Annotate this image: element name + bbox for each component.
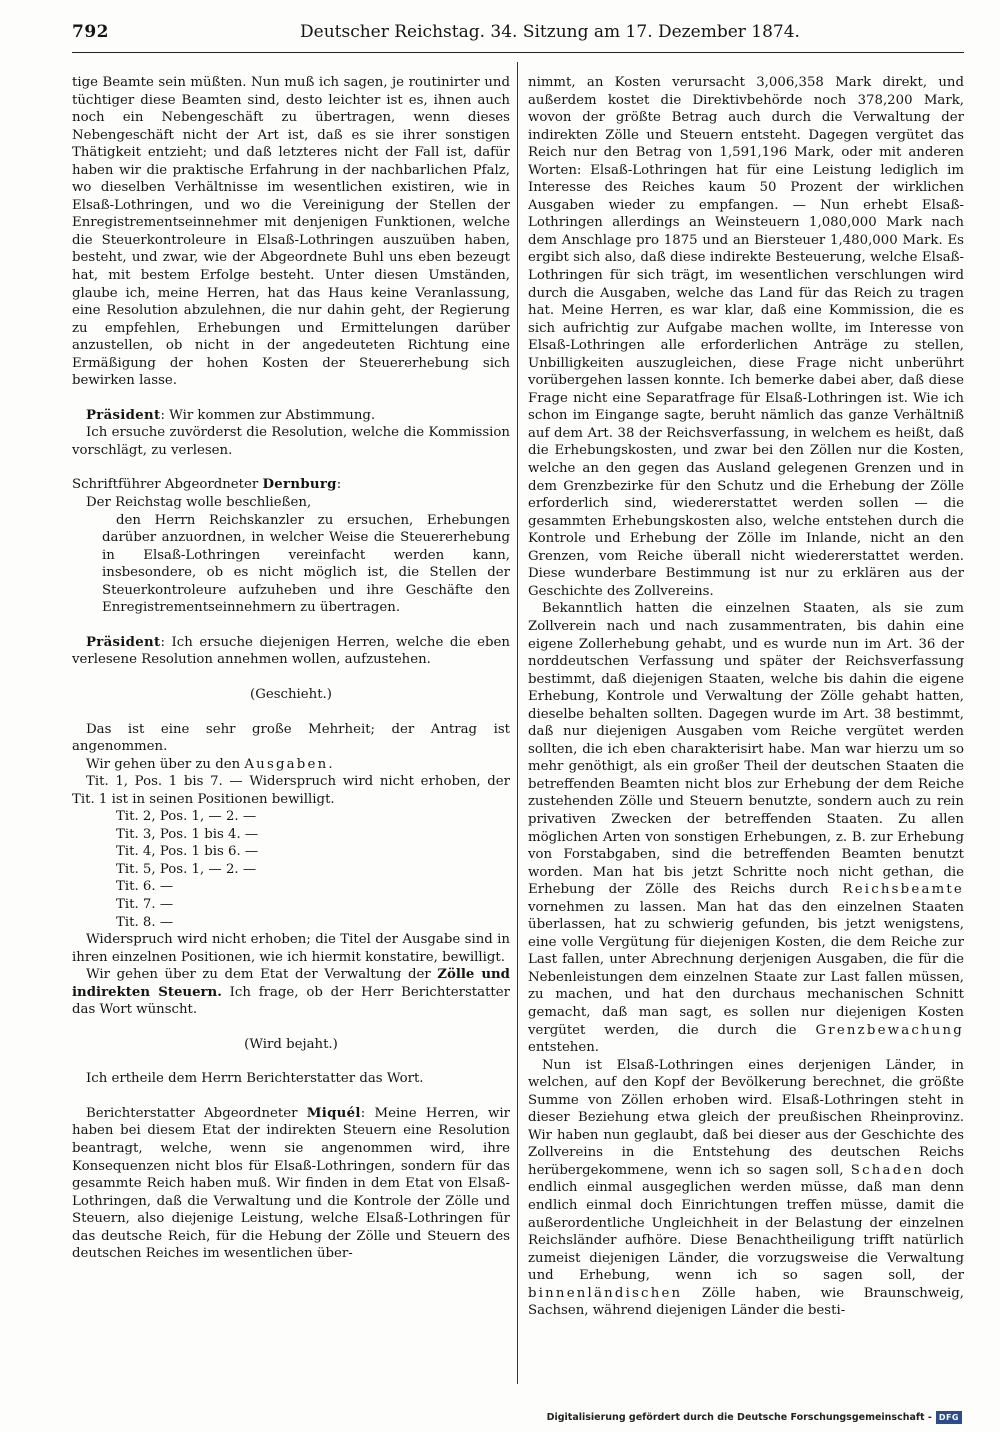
right-column bbox=[528, 74, 964, 1320]
paragraph bbox=[72, 966, 510, 1019]
paragraph-text: : Wir kommen zur Abstimmung. bbox=[160, 407, 376, 423]
header-rule bbox=[72, 52, 964, 53]
list-item: Tit. 7. — bbox=[116, 896, 174, 912]
paragraph bbox=[528, 600, 964, 1056]
paragraph: Das ist eine sehr große Mehrheit; der Antrag ist angenommen. bbox=[72, 721, 510, 755]
paragraph bbox=[72, 756, 510, 774]
paragraph-text: Wir gehen über zu dem Etat der Verwaltung der bbox=[86, 967, 438, 983]
list-item: Tit. 3, Pos. 1 bis 4. — bbox=[116, 826, 259, 842]
paragraph bbox=[72, 407, 510, 425]
emphasis-text: binnenländischen bbox=[528, 1285, 683, 1301]
paragraph-text: Ich frage, ob der Herr Berichterstatter das Wort wünscht. bbox=[72, 984, 510, 1018]
speaker-name: Dernburg bbox=[262, 477, 337, 493]
paragraph: Widerspruch wird nicht erhoben; die Titel der Ausgabe sind in ihren einzelnen Positionen, wie ich hiermit konstatire, bewilligt. bbox=[72, 932, 510, 965]
speaker-name: Miquél bbox=[306, 1105, 361, 1121]
column-divider bbox=[517, 62, 518, 1384]
paragraph: Ich ersuche zuvörderst die Resolution, welche die Kommission vorschlägt, zu verlesen. bbox=[72, 425, 510, 458]
left-column bbox=[72, 74, 510, 1263]
list-item: Tit. 2, Pos. 1, — 2. — bbox=[116, 809, 257, 825]
paragraph-text: : Ich ersuche diejenigen Herren, welche die eben verlesene Resolution annehmen wollen, aufzustehen. bbox=[72, 634, 510, 668]
stage-direction: (Wird bejaht.) bbox=[244, 1036, 338, 1052]
paragraph: tige Beamte sein müßten. Nun muß ich sagen, je routinirter und tüchtiger diese Beamten sind, desto leichter ist es, ihnen auch noch ein Nebengeschäft zu übertragen, wenn dieses Nebengeschäft nicht der Art ist, daß es sie ihrer sonstigen Thätigkeit entzieht; und daß letzteres nicht der Fall ist, dafür haben wir die praktische Erfahrung in der nachbarlichen Pfalz, wo dieselben Verhältnisse im wesentlichen existiren, wie in Elsaß-Lothringen, und wo die Vereinigung der Stellen der Enregistrementseinnehmer mit denjenigen Funktionen, welche die Steuerkontroleure in Elsaß-Lothringen auszuüben haben, besteht, und zwar, wie der Abgeordnete Buhl uns eben bezeugt hat, mit bestem Erfolge besteht. Unter diesen Umständen, glaube ich, meine Herren, hat das Haus keine Veranlassung, eine Resolution abzulehnen, die nur dahin geht, der Regierung zu empfehlen, Erhebungen und Ermittelungen darüber anzustellen, ob nicht in der angedeuteten Richtung eine Ermäßigung der hohen Kosten der Steuererhebung sich bewirken lasse. bbox=[72, 75, 510, 389]
speaker-suffix: : bbox=[336, 477, 342, 493]
speaker-prefix: Schriftführer Abgeordneter bbox=[72, 477, 263, 493]
paragraph-text: entstehen. bbox=[528, 1040, 600, 1056]
paragraph-text: Zölle haben, wie Braunschweig, Sachsen, während diejenigen Länder die besti- bbox=[528, 1285, 964, 1319]
running-head: Deutscher Reichstag. 34. Sitzung am 17. Dezember 1874. bbox=[300, 22, 800, 42]
dfg-logo-icon: DFG bbox=[936, 1411, 962, 1424]
paragraph-text: doch endlich einmal ausgeglichen werden müsse, daß man denn endlich einmal doch Einrichtungen treffen müsse, damit die außerordentliche Ungleichheit in der Belastung der einzelnen Reichsländer aufhöre. Diese Benachtheiligung trifft natürlich zumeist diejenigen Länder, die vorzugsweise die Verwaltung und Erhebung, wenn ich so sagen soll, der bbox=[528, 1162, 964, 1284]
list-item: Tit. 5, Pos. 1, — 2. — bbox=[116, 861, 257, 877]
paragraph: Tit. 1, Pos. 1 bis 7. — Widerspruch wird nicht erhoben, der Tit. 1 ist in seinen Positionen bewilligt. bbox=[72, 774, 510, 807]
emphasis-text: Schaden bbox=[850, 1162, 925, 1178]
paragraph-text: Bekanntlich hatten die einzelnen Staaten, als sie zum Zollverein nach und nach zusammentraten, bis dahin eine eigene Zollerhebung gehabt, und es wurde nun im Art. 36 der norddeutschen Verfassung und später der Reichsverfassung bestimmt, daß diejenigen Staaten, welche bis dahin die eigene Erhebung, Kontrole und Verwaltung der Zölle gehabt hatten, dieselbe behalten sollten. Dagegen wurde im Art. 38 bestimmt, daß nur diejenigen Ausgaben vom Reiche vergütet werden sollten, die ich eben charakterisirt habe. Man war hierzu um so mehr genöthigt, als ein großer Theil der deutschen Staaten die betreffenden Beamten nicht blos zur Erhebung der dem Reiche zustehenden Zölle und Steuern benutzte, sondern auch zu rein privativen Zwecken der betreffenden Staaten. Zu allen möglichen Arten von sonstigen Erhebungen, z. B. zur Erhebung von Forstabgaben, sind die betreffenden Beamten benutzt worden. Man hat bis jetzt Schritte noch nicht gethan, die Erhebung der Zölle des Reichs durch bbox=[528, 601, 964, 898]
speaker-name: Präsident bbox=[86, 407, 161, 423]
resolution-lead: Der Reichstag wolle beschließen, bbox=[86, 495, 312, 511]
paragraph: nimmt, an Kosten verursacht 3,006,358 Mark direkt, und außerdem kostet die Direktivbehörde noch 378,200 Mark, wovon der größte Betrag auch durch die Verwaltung der indirekten Zölle und Steuern entsteht. Dagegen vergütet das Reich nur den Betrag von 1,591,196 Mark, oder mit anderen Worten: Elsaß-Lothringen hat für eine Leistung lediglich im Interesse des Reiches kaum 50 Prozent der wirklichen Ausgaben wieder zu empfangen. — Nun erhebt Elsaß-Lothringen allerdings an Weinsteuern 1,080,000 Mark nach dem Anschlage pro 1875 und an Biersteuer 1,480,000 Mark. Es ergibt sich also, daß diese indirekte Besteuerung, welche Elsaß-Lothringen für sich trägt, im wesentlichen verschlungen wird durch die Ausgaben, welche das Land für das Reich zu tragen hat. Meine Herren, es war klar, daß eine Kommission, die es sich aufrichtig zur Aufgabe machen wollte, im Interesse von Elsaß-Lothringen alle erforderlichen Anträge zu stellen, Unbilligkeiten auszugleichen, diese Frage nicht unberührt vorübergehen lassen konnte. Ich bemerke dabei aber, daß diese Frage nicht eine Separatfrage für Elsaß-Lothringen ist. Wie ich schon im Eingange sagte, beruht nämlich das ganze Verhältniß auf dem Art. 38 der Reichsverfassung, in welchem es heißt, daß die Erhebungskosten, und zwar bei den Zöllen nur die Kosten, welche an den gegen das Ausland gelegenen Grenzen und in dem Grenzbezirke für den Schutz und die Erhebung der Zölle erforderlich sind, wiedererstattet werden sollen — die gesammten Erhebungskosten also, welche entstehen durch die Kontrole und Erhebung der Zölle im Inlande, nicht an den Grenzen, vom Reiche überall nicht wiedererstattet werden. Diese wunderbare Bestimmung ist nur zu erklären aus der Geschichte des Zollvereins. bbox=[528, 75, 964, 599]
paragraph-text: Wir gehen über zu den bbox=[86, 756, 245, 772]
paragraph-text: . bbox=[328, 756, 333, 772]
list-item: Tit. 8. — bbox=[116, 914, 174, 930]
digitization-footer bbox=[547, 1411, 962, 1424]
paragraph: Ich ertheile dem Herrn Berichterstatter das Wort. bbox=[86, 1071, 424, 1087]
list-item: Tit. 4, Pos. 1 bis 6. — bbox=[116, 844, 259, 860]
speaker-name: Präsident bbox=[86, 634, 161, 650]
paragraph-text: vornehmen zu lassen. Man hat das den einzelnen Staaten überlassen, hat zu schwierig gefunden, bis jetzt wenigstens, eine volle Vergütung für diejenigen Kosten, die dem Reiche zur Last fallen, unter Abrechnung derjenigen Ausgaben, die für die Nebenleistungen dem einzelnen Staate zur Last fallen müssen, zu machen, und hat den durchaus mechanischen Schnitt gemacht, daß man sagt, es sollen nur diejenigen Kosten vergütet werden, die durch die bbox=[528, 899, 964, 1038]
paragraph-text: Nun ist Elsaß-Lothringen eines derjenigen Länder, in welchen, auf den Kopf der Bevölkerung berechnet, die größte Summe von Zöllen erhoben wird. Elsaß-Lothringen steht in dieser Beziehung etwa gleich der preußischen Rheinprovinz. Wir haben nun geglaubt, daß bei dieser aus der Geschichte des Zollvereins in die Entstehung des deutschen Reichs herübergekommene, wenn ich so sagen soll, bbox=[528, 1057, 964, 1178]
footer-text: Digitalisierung gefördert durch die Deutsche Forschungsgemeinschaft - bbox=[546, 1412, 932, 1423]
emphasis-text: Ausgaben bbox=[244, 756, 329, 772]
paragraph bbox=[72, 634, 510, 669]
speaker-prefix: Berichterstatter Abgeordneter bbox=[86, 1105, 307, 1121]
paragraph bbox=[72, 1105, 510, 1263]
resolution-body: den Herrn Reichskanzler zu ersuchen, Erhebungen darüber anzuordnen, in welcher Weise die Steuererhebung in Elsaß-Lothringen vereinfacht werden kann, insbesondere, ob es nicht möglich ist, die Stellen der Steuerkontroleure aufzuheben und ihre Geschäfte den Enregistrementseinnehmern zu übertragen. bbox=[102, 512, 510, 616]
resolution-block bbox=[72, 494, 510, 617]
paragraph-text: : Meine Herren, wir haben bei diesem Etat der indirekten Steuern eine Resolution beantragt, welche, wenn sie angenommen wird, ihre Konsequenzen nicht blos für Elsaß-Lothringen, sondern für das gesammte Reich haben muß. Wir finden in dem Etat von Elsaß-Lothringen, daß die Verwaltung und die Kontrole der Zölle und Steuern, also diejenige Leistung, welche Elsaß-Lothringen für das deutsche Reich, für die Hebung der Zölle und Steuern des deutschen Reiches im wesentlichen über- bbox=[72, 1105, 510, 1262]
paragraph bbox=[72, 476, 510, 494]
emphasis-text: Reichsbeamte bbox=[842, 882, 964, 898]
emphasis-text: Zölle und indirekten Steuern. bbox=[72, 967, 510, 1000]
list-item: Tit. 6. — bbox=[116, 879, 174, 895]
paragraph bbox=[528, 1057, 964, 1320]
emphasis-text: Grenzbewachung bbox=[815, 1022, 964, 1038]
page-number: 792 bbox=[72, 22, 109, 42]
stage-direction: (Geschieht.) bbox=[250, 686, 332, 702]
